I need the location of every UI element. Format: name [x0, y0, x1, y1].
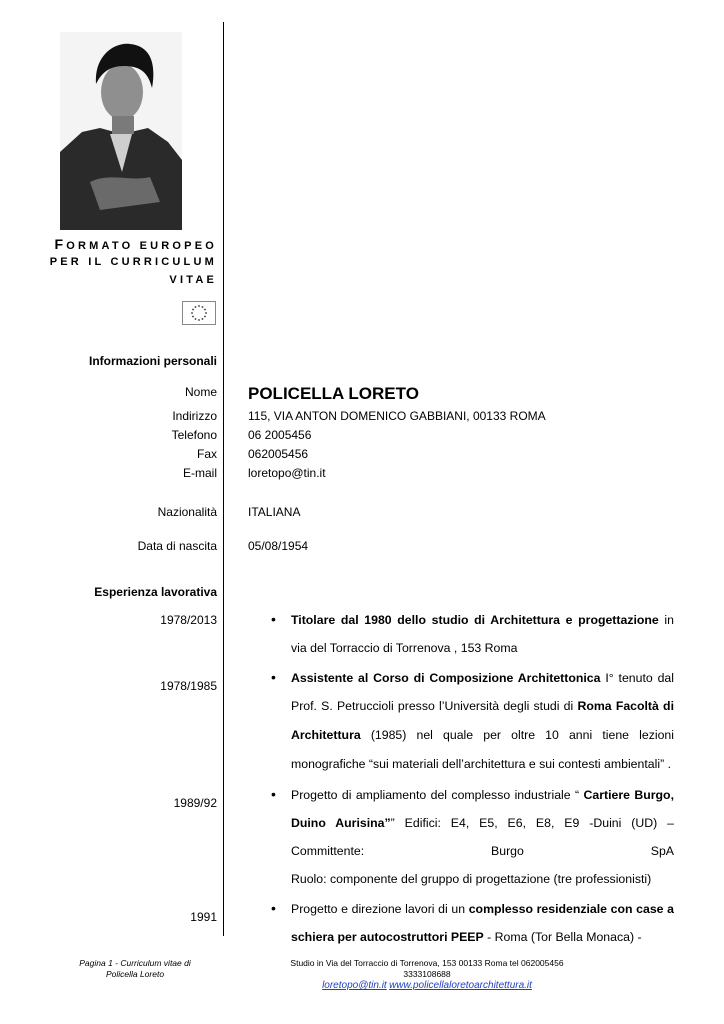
experience-date: 1989/92: [173, 796, 217, 810]
experience-line: Architettura (1985) nel quale per oltre 10 anni tiene lezioni: [291, 728, 674, 742]
eu-flag-icon: [182, 301, 216, 325]
section-personal-info: Informazioni personali: [88, 354, 217, 368]
footer-email-link[interactable]: loretopo@tin.it: [322, 980, 387, 991]
birth-value: 05/08/1954: [248, 539, 309, 553]
address-label: Indirizzo: [172, 409, 217, 423]
fax-label: Fax: [196, 447, 217, 461]
experience-line: Ruolo: componente del gruppo di progettazione (tre professionisti): [291, 872, 652, 886]
experience-line: monografiche “sui materiali dell’architettura e sui contesti ambientali” .: [291, 757, 672, 771]
name-value: POLICELLA LORETO: [248, 384, 419, 403]
experience-line: Committente: Burgo SpA: [291, 844, 674, 858]
bullet-icon: •: [271, 669, 276, 685]
experience-date: 1978/2013: [160, 613, 217, 627]
footer-page-line2: Policella Loreto: [105, 969, 165, 979]
bullet-icon: •: [271, 786, 276, 802]
experience-date: 1978/1985: [160, 679, 217, 693]
experience-line: Titolare dal 1980 dello studio di Architettura e progettazione in: [291, 613, 674, 627]
email-label: E-mail: [182, 466, 217, 480]
experience-line: via del Torraccio di Torrenova , 153 Roma: [291, 641, 518, 655]
experience-line: Progetto di ampliamento del complesso industriale “ Cartiere Burgo,: [291, 788, 674, 802]
footer-studio-address: Studio in Via del Torraccio di Torrenova, 153 00133 Roma tel 062005456 3333108688: [290, 958, 564, 979]
fax-value: 062005456: [248, 447, 309, 461]
bullet-icon: •: [271, 611, 276, 627]
footer-page-line1: Pagina 1 - Curriculum vitae di: [79, 958, 191, 968]
format-title-line3: VITAE: [169, 274, 217, 286]
section-work-experience: Esperienza lavorativa: [94, 585, 217, 599]
footer-studio-info: [268, 958, 586, 991]
nationality-value: ITALIANA: [248, 505, 301, 519]
portrait-photo: [60, 32, 182, 230]
birth-label: Data di nascita: [137, 539, 217, 553]
footer-page-info: [70, 958, 200, 980]
phone-value: 06 2005456: [248, 428, 312, 442]
vertical-divider: [223, 22, 224, 936]
format-title-line1: FORMATO EUROPEO: [54, 236, 217, 252]
experience-line: Progetto e direzione lavori di un complesso residenziale con case a: [291, 902, 674, 916]
format-title-line2: PER IL CURRICULUM: [49, 256, 217, 268]
experience-date: 1991: [190, 910, 217, 924]
experience-line: Duino Aurisina”” Edifici: E4, E5, E6, E8, E9 -Duini (UD) –: [291, 816, 675, 830]
email-value: loretopo@tin.it: [248, 466, 326, 480]
experience-line: Assistente al Corso di Composizione Architettonica I° tenuto dal: [291, 671, 675, 685]
footer-website-link[interactable]: www.policellaloretoarchitettura.it: [389, 980, 532, 991]
address-value: 115, VIA ANTON DOMENICO GABBIANI, 00133 ROMA: [248, 409, 546, 423]
experience-line: schiera per autocostruttori PEEP - Roma (Tor Bella Monaca) -: [291, 930, 642, 944]
nationality-label: Nazionalità: [157, 505, 217, 519]
experience-line: Prof. S. Petruccioli presso l’Università degli studi di Roma Facoltà di: [291, 699, 674, 713]
bullet-icon: •: [271, 900, 276, 916]
phone-label: Telefono: [171, 428, 217, 442]
name-label: Nome: [184, 385, 217, 399]
